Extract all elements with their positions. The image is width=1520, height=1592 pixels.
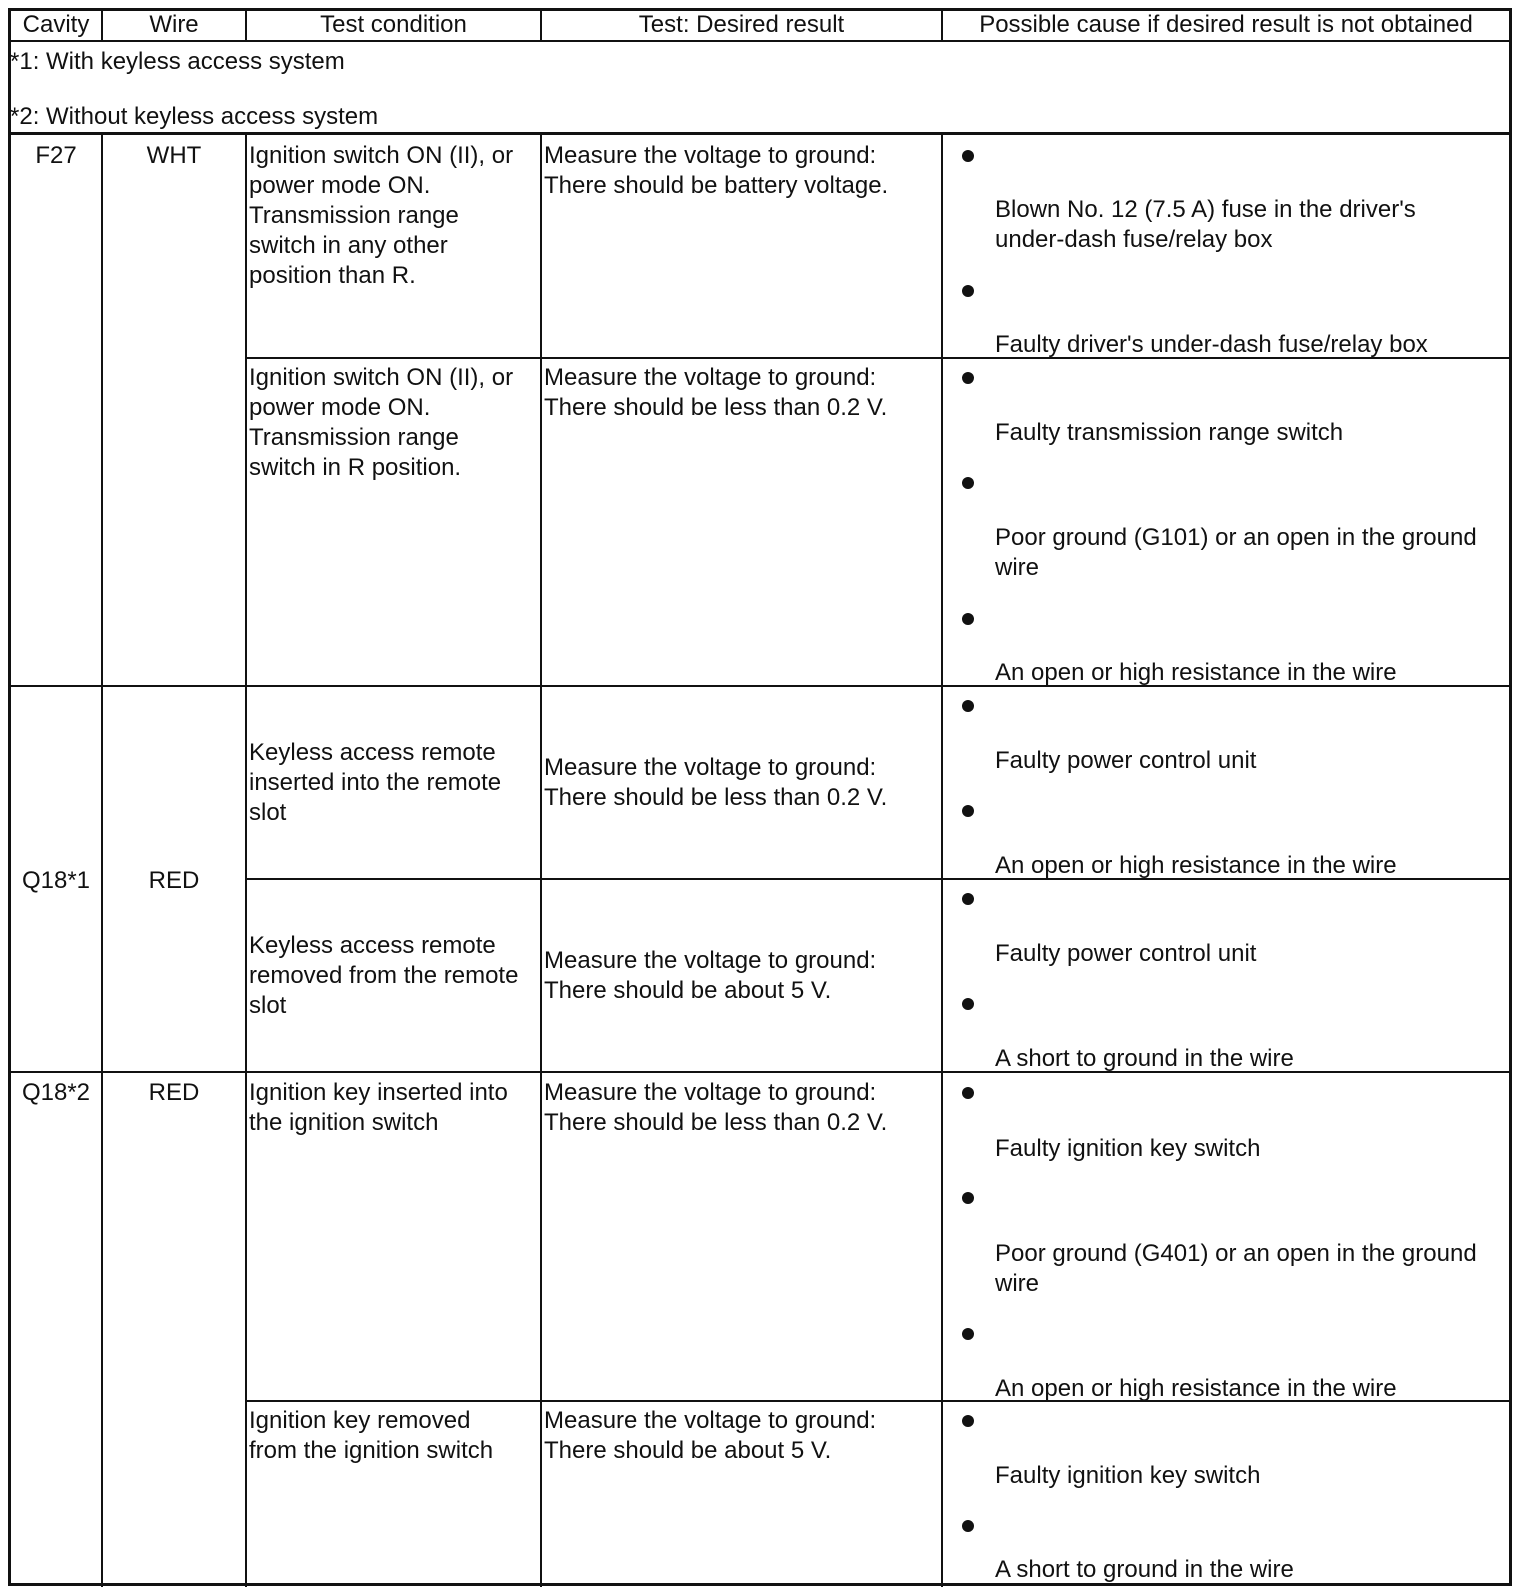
bullet-icon	[962, 285, 974, 297]
desired-result-cell: Measure the voltage to ground: There should be less than 0.2 V.	[544, 1079, 888, 1136]
possible-cause-item: Faulty driver's under-dash fuse/relay box	[995, 331, 1428, 358]
test-condition-cell: Keyless access remote removed from the remote slot	[249, 932, 519, 1019]
note-keyless: *1: With keyless access system	[10, 48, 345, 75]
bullet-icon	[962, 150, 974, 162]
wire-cell: WHT	[146, 142, 202, 169]
cavity-cell: Q18*2	[21, 1079, 91, 1106]
possible-cause-item: Faulty power control unit	[995, 747, 1257, 774]
test-condition-cell: Ignition key removed from the ignition switch	[249, 1407, 494, 1464]
bullet-icon	[962, 1328, 974, 1340]
bullet-icon	[962, 477, 974, 489]
wire-cell: RED	[148, 1079, 200, 1106]
desired-result-cell: Measure the voltage to ground: There should be less than 0.2 V.	[544, 364, 888, 421]
test-condition-cell: Keyless access remote inserted into the remote slot	[249, 739, 502, 826]
possible-cause-item: A short to ground in the wire	[995, 1045, 1294, 1072]
bullet-icon	[962, 893, 974, 905]
header-cavity: Cavity	[22, 11, 90, 38]
test-condition-cell: Ignition switch ON (II), or power mode ON. Transmission range switch in any other position than R.	[249, 142, 514, 289]
notes-bottom-rule	[8, 132, 1512, 135]
desired-result-cell: Measure the voltage to ground: There should be about 5 V.	[544, 947, 877, 1004]
possible-cause-item: Faulty power control unit	[995, 940, 1257, 967]
possible-cause-item: Blown No. 12 (7.5 A) fuse in the driver's under-dash fuse/relay box	[995, 196, 1416, 253]
col-rule-2	[245, 132, 247, 1587]
bullet-icon	[962, 700, 974, 712]
cavity-cell: Q18*1	[21, 867, 91, 894]
col-rule-3	[540, 132, 542, 1587]
possible-cause-item: A short to ground in the wire	[995, 1556, 1294, 1583]
possible-cause-item: An open or high resistance in the wire	[995, 1375, 1397, 1402]
col-rule-4	[941, 132, 943, 1587]
desired-result-cell: Measure the voltage to ground: There should be about 5 V.	[544, 1407, 877, 1464]
desired-result-cell: Measure the voltage to ground: There should be less than 0.2 V.	[544, 754, 888, 811]
cavity-cell: F27	[35, 142, 77, 169]
bullet-icon	[962, 1087, 974, 1099]
header-wire: Wire	[149, 11, 199, 38]
bullet-icon	[962, 998, 974, 1010]
possible-cause-item: Poor ground (G401) or an open in the ground wire	[995, 1240, 1477, 1297]
bullet-icon	[962, 1415, 974, 1427]
possible-cause-item: Faulty ignition key switch	[995, 1462, 1261, 1489]
bullet-icon	[962, 805, 974, 817]
possible-cause-item: An open or high resistance in the wire	[995, 852, 1397, 879]
header-test-condition: Test condition	[320, 11, 467, 38]
wire-cell: RED	[148, 867, 200, 894]
bullet-icon	[962, 613, 974, 625]
bullet-icon	[962, 1520, 974, 1532]
bullet-icon	[962, 1192, 974, 1204]
col-rule-1	[101, 132, 103, 1587]
bullet-icon	[962, 372, 974, 384]
possible-cause-item: Faulty transmission range switch	[995, 419, 1344, 446]
test-condition-cell: Ignition key inserted into the ignition switch	[249, 1079, 508, 1136]
desired-result-cell: Measure the voltage to ground: There should be battery voltage.	[544, 142, 889, 199]
possible-cause-item: An open or high resistance in the wire	[995, 659, 1397, 686]
note-no-keyless: *2: Without keyless access system	[10, 103, 379, 130]
possible-cause-item: Faulty ignition key switch	[995, 1135, 1261, 1162]
test-condition-cell: Ignition switch ON (II), or power mode ON. Transmission range switch in R position.	[249, 364, 514, 481]
header-desired-result: Test: Desired result	[638, 11, 845, 38]
possible-cause-item: Poor ground (G101) or an open in the ground wire	[995, 524, 1477, 581]
header-possible-cause: Possible cause if desired result is not obtained	[979, 11, 1473, 38]
